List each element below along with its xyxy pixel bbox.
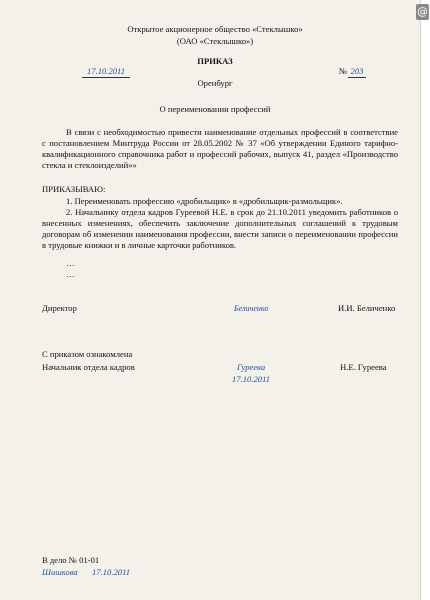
hr-position: Начальник отдела кадров <box>42 362 135 372</box>
order-number: 203 <box>348 66 366 78</box>
order-item-1: 1. Переименовать профессию «дробильщик» в «дробильщик-размольщик». <box>66 196 343 206</box>
director-signature: Беличенко <box>234 304 269 313</box>
preamble: В связи с необходимостью привести наименование отдельных профессий в соответствие с постановлением Минтруда России от 28.05.2002 № 37 «Об утверждении Единого тарифно-квалификационного справочника работ и профессий рабочих, выпуск 41, раздел «Производство стекла и стеклоизделий»» <box>42 127 398 170</box>
order-title: О переименовании профессий <box>159 104 271 114</box>
hr-signature: Гуреева <box>237 362 266 372</box>
order-word: ПРИКАЗЫВАЮ: <box>42 184 106 194</box>
doc-type: ПРИКАЗ <box>197 56 233 66</box>
order-date: 17.10.2011 <box>82 66 130 78</box>
order-item-2: 2. Начальнику отдела кадров Гуреевой Н.Е. в срок до 21.10.2011 уведомить работников о внесенных изменениях, обеспечить заключение дополнительных соглашений к трудовым договорам об изменении наименования профессии, внести записи о переименовании профессии в трудовые книжки и в личные карточки работников. <box>42 207 398 250</box>
filing-signature: Шишкова <box>42 567 78 577</box>
ellipsis-1: … <box>66 258 75 268</box>
hr-sign-date: 17.10.2011 <box>232 374 271 384</box>
at-icon: @ <box>417 5 428 18</box>
hr-name: Н.Е. Гуреева <box>340 362 387 372</box>
filing-label: В дело № 01-01 <box>42 555 100 565</box>
filing-date: 17.10.2011 <box>92 567 131 577</box>
org-full-name: Открытое акционерное общество «Стеклышко» <box>127 24 303 34</box>
acquainted-label: С приказом ознакомлена <box>42 349 133 359</box>
org-short-name: (ОАО «Стеклышко») <box>176 36 254 46</box>
director-position: Директор <box>42 303 77 313</box>
order-number-label: № <box>339 66 348 76</box>
director-name: И.И. Беличенко <box>338 303 396 313</box>
city: Оренбург <box>197 78 233 88</box>
ellipsis-2: … <box>66 269 75 279</box>
